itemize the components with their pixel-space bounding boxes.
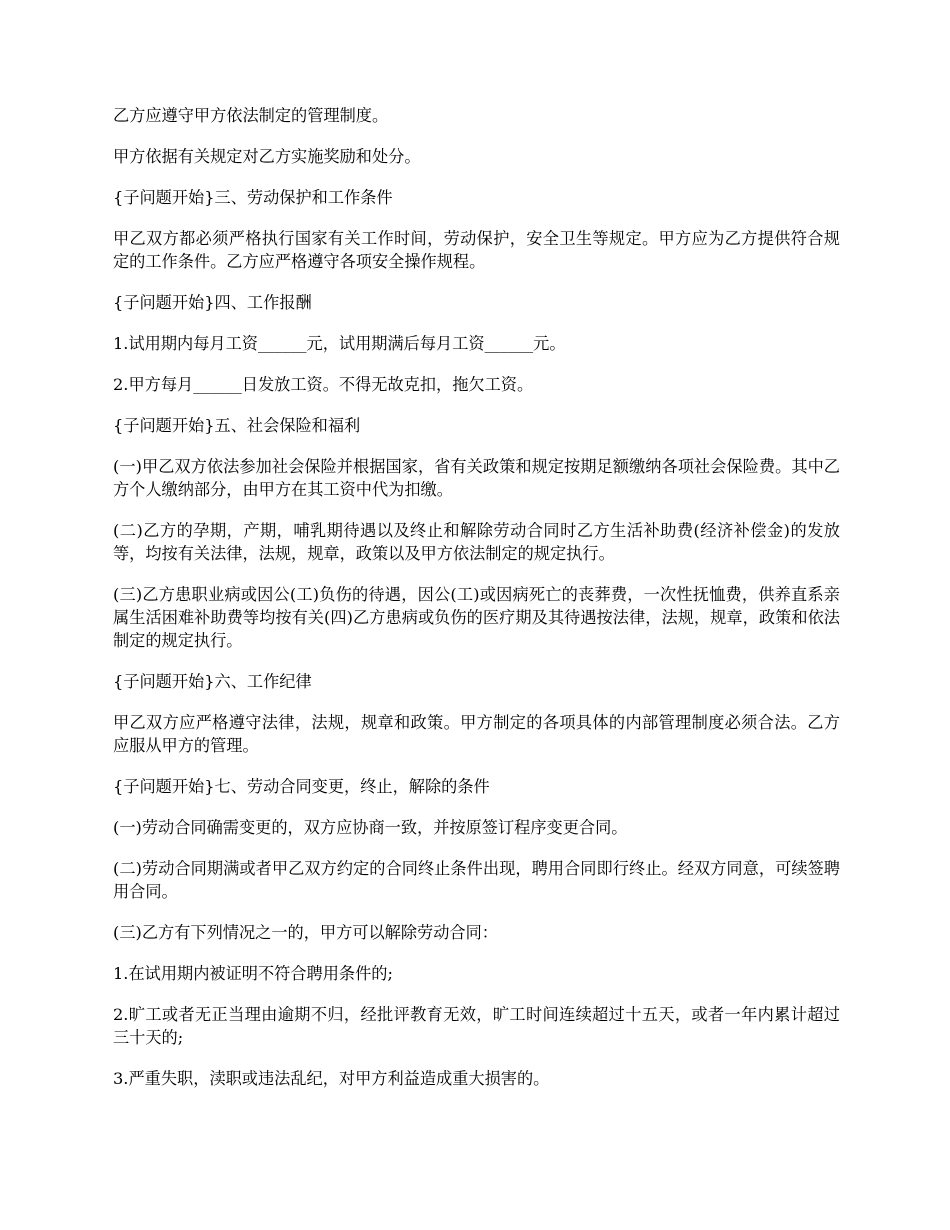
paragraph-insurance-two: (二)乙方的孕期，产期，哺乳期待遇以及终止和解除劳动合同时乙方生活补助费(经济补偿金)的发放等，均按有关法律，法规，规章，政策以及甲方依法制定的规定执行。: [113, 521, 840, 563]
section-heading-discipline: {子问题开始}六、工作纪律: [113, 672, 312, 691]
paragraph-monthly-wage: 1.试用期内每月工资______元，试用期满后每月工资______元。: [113, 334, 566, 353]
paragraph-management-rules: 乙方应遵守甲方依法制定的管理制度。: [113, 106, 389, 125]
section-heading-labor-protection: {子问题开始}三、劳动保护和工作条件: [113, 188, 393, 207]
paragraph-insurance-three: (三)乙方患职业病或因公(工)负伤的待遇，因公(工)或因病死亡的丧葬费，一次性抚恤费，供养直系亲属生活困难补助费等均按有关(四)乙方患病或负伤的医疗期及其待遇按法律，法规，规章，政策和依法制定的规定执行。: [113, 585, 840, 650]
section-heading-social-insurance: {子问题开始}五、社会保险和福利: [113, 416, 361, 435]
paragraph-insurance-one: (一)甲乙双方依法参加社会保险并根据国家，省有关政策和规定按期足额缴纳各项社会保险费。其中乙方个人缴纳部分，由甲方在其工资中代为扣缴。: [113, 457, 840, 499]
section-heading-remuneration: {子问题开始}四、工作报酬: [113, 293, 312, 312]
paragraph-contract-change-one: (一)劳动合同确需变更的，双方应协商一致，并按原签订程序变更合同。: [113, 818, 628, 837]
paragraph-pay-day: 2.甲方每月______日发放工资。不得无故克扣，拖欠工资。: [113, 375, 534, 394]
paragraph-contract-change-two: (二)劳动合同期满或者甲乙双方约定的合同终止条件出现，聘用合同即行终止。经双方同意，可续签聘用合同。: [113, 859, 840, 901]
list-item-absence: 2.旷工或者无正当理由逾期不归，经批评教育无效，旷工时间连续超过十五天，或者一年内累计超过三十天的;: [113, 1005, 840, 1047]
list-item-probation: 1.在试用期内被证明不符合聘用条件的;: [113, 964, 393, 983]
paragraph-labor-protection: 甲乙双方都必须严格执行国家有关工作时间，劳动保护，安全卫生等规定。甲方应为乙方提供符合规定的工作条件。乙方应严格遵守各项安全操作规程。: [113, 229, 840, 271]
paragraph-rewards-penalties: 甲方依据有关规定对乙方实施奖励和处分。: [113, 147, 421, 166]
document-page: [113, 104, 840, 1108]
list-item-misconduct: 3.严重失职，渎职或违法乱纪，对甲方利益造成重大损害的。: [113, 1069, 550, 1088]
paragraph-contract-change-three: (三)乙方有下列情况之一的，甲方可以解除劳动合同：: [113, 923, 498, 942]
section-heading-contract-change: {子问题开始}七、劳动合同变更，终止，解除的条件: [113, 777, 490, 796]
paragraph-discipline: 甲乙双方应严格遵守法律，法规，规章和政策。甲方制定的各项具体的内部管理制度必须合法。乙方应服从甲方的管理。: [113, 713, 840, 755]
